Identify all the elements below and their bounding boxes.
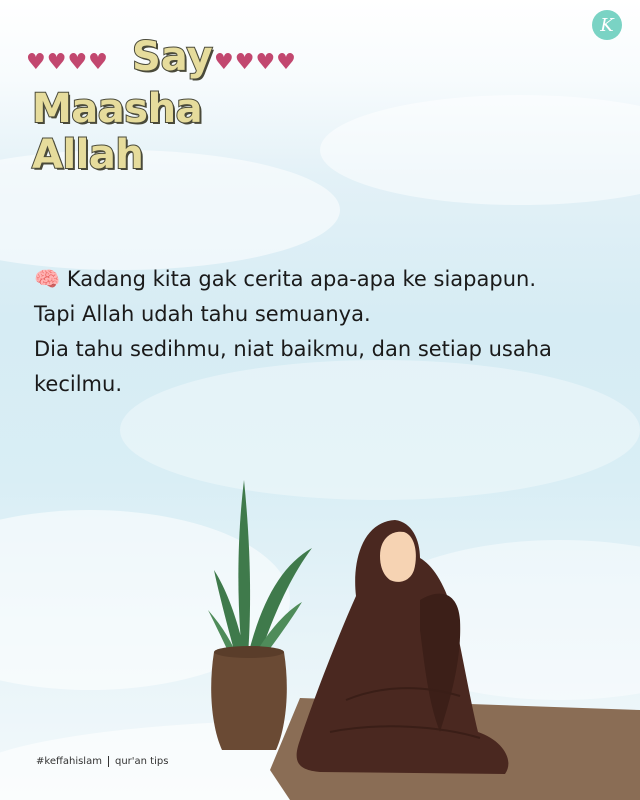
heart-icon-group-left: ♥♥♥♥ bbox=[26, 50, 109, 75]
message-line: Tapi Allah udah tahu semuanya. bbox=[34, 302, 371, 326]
hashtag-label: #keffahislam bbox=[36, 756, 102, 767]
praying-scene-illustration bbox=[0, 470, 640, 800]
title-maasha-allah: Maasha Allah bbox=[32, 86, 203, 178]
message-line: kecilmu. bbox=[34, 372, 122, 396]
praying-woman-illustration bbox=[297, 520, 509, 774]
title-say: Say bbox=[132, 34, 213, 80]
plant-illustration bbox=[208, 480, 312, 665]
say-maasha-allah-title bbox=[26, 32, 326, 178]
divider bbox=[108, 756, 109, 767]
category-label: qur'an tips bbox=[114, 756, 169, 767]
plant-pot bbox=[211, 652, 287, 750]
footer-tag bbox=[36, 756, 168, 767]
message-line: 🧠 Kadang kita gak cerita apa-apa ke siapapun. bbox=[34, 267, 536, 291]
heart-icon-group-right: ♥♥♥♥ bbox=[214, 50, 297, 75]
message-line: Dia tahu sedihmu, niat baikmu, dan setiap usaha bbox=[34, 337, 552, 361]
k-logo-icon[interactable]: K bbox=[592, 10, 622, 40]
message-text bbox=[34, 262, 624, 402]
